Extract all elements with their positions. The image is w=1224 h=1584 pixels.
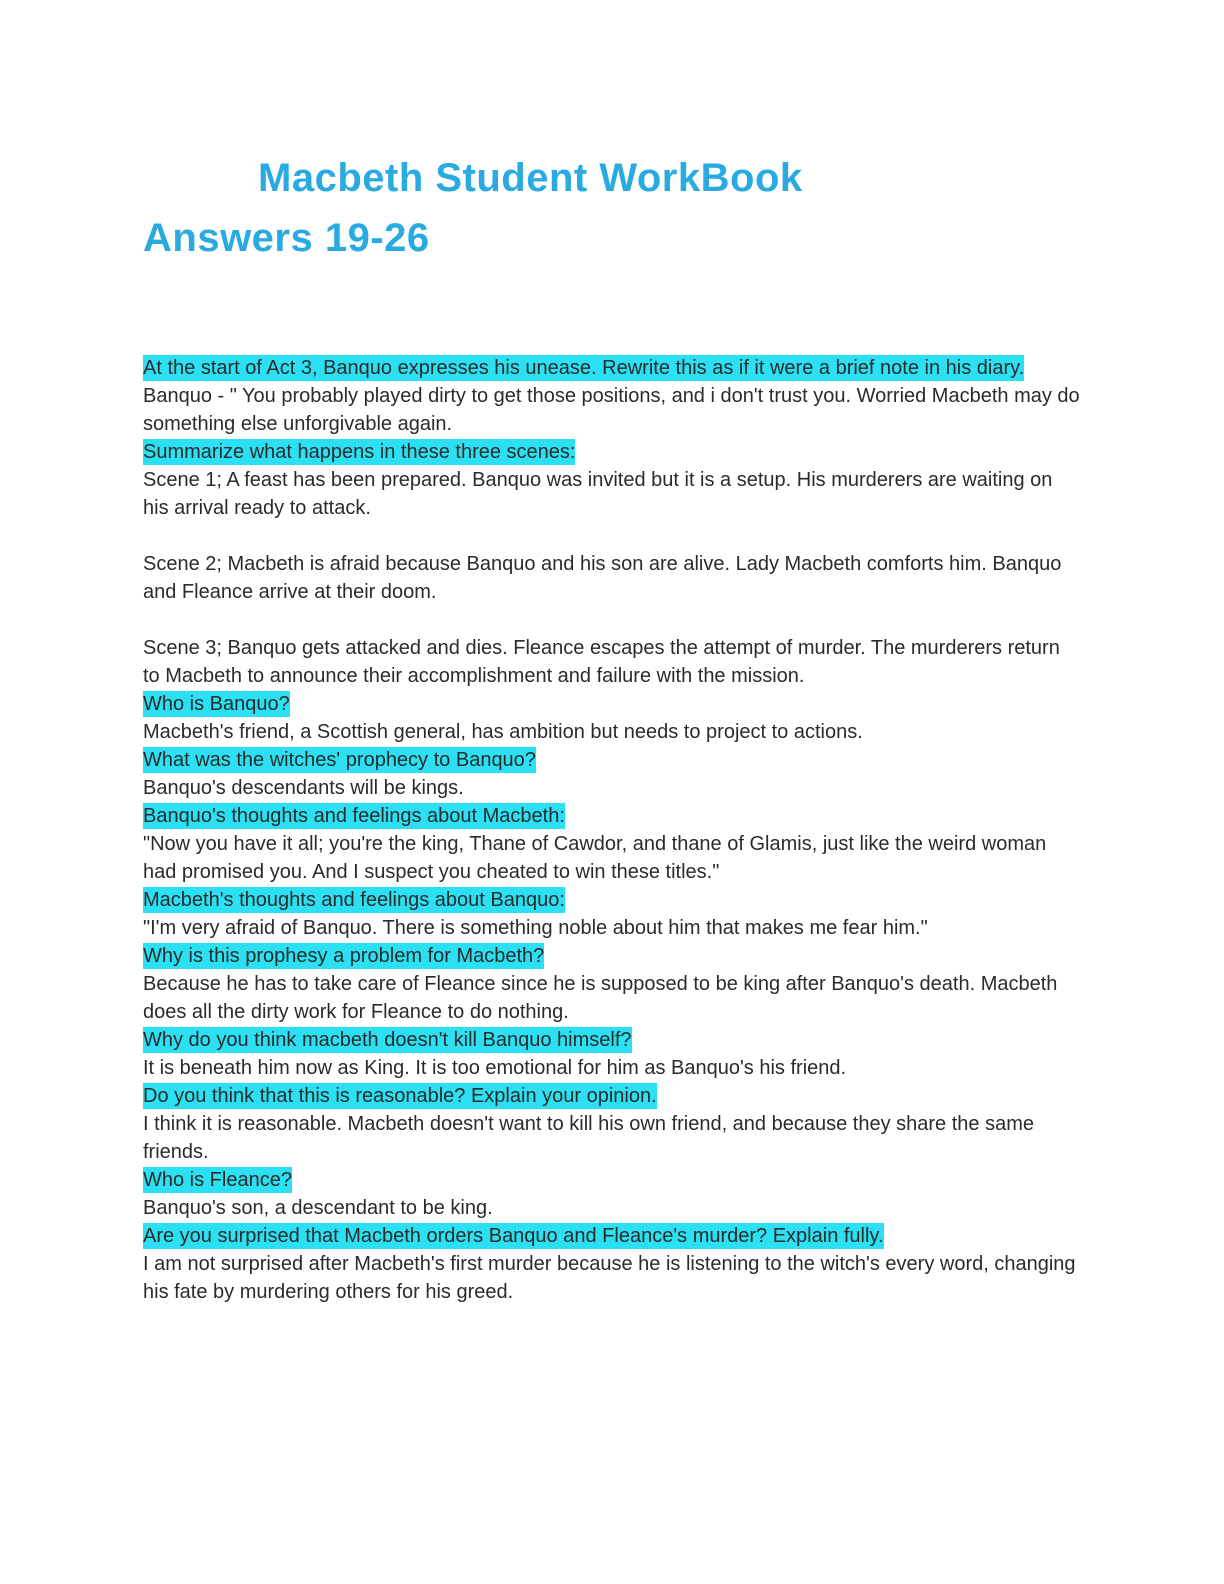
answer-line bbox=[143, 466, 1080, 522]
question-line bbox=[143, 438, 1080, 466]
question-text: At the start of Act 3, Banquo expresses his unease. Rewrite this as if it were a brief note in his diary. bbox=[143, 357, 1025, 379]
question-line bbox=[143, 1026, 1080, 1054]
answer-text: "Now you have it all; you're the king, Thane of Cawdor, and thane of Glamis, just like the weird woman had promised you. And I suspect you cheated to win these titles." bbox=[143, 833, 1047, 883]
answer-line bbox=[143, 914, 1080, 942]
question-text: Macbeth's thoughts and feelings about Banquo: bbox=[143, 889, 565, 911]
answer-line bbox=[143, 1194, 1080, 1222]
answer-line bbox=[143, 774, 1080, 802]
answer-text: Banquo - " You probably played dirty to get those positions, and i don't trust you. Worried Macbeth may do something else unforgivable again. bbox=[143, 385, 1080, 435]
answer-line bbox=[143, 634, 1080, 690]
question-text: Are you surprised that Macbeth orders Banquo and Fleance's murder? Explain fully. bbox=[143, 1225, 884, 1247]
answer-line bbox=[143, 1110, 1080, 1166]
answer-text: Scene 1; A feast has been prepared. Banquo was invited but it is a setup. His murderers are waiting on his arrival ready to attack. bbox=[143, 469, 1053, 519]
page-title-line1: Macbeth Student WorkBook bbox=[258, 156, 803, 200]
question-text: Why do you think macbeth doesn't kill Banquo himself? bbox=[143, 1029, 632, 1051]
question-text: What was the witches' prophecy to Banquo? bbox=[143, 749, 536, 771]
answer-text: "I'm very afraid of Banquo. There is something noble about him that makes me fear him." bbox=[143, 917, 928, 939]
question-line bbox=[143, 746, 1080, 774]
blank-line bbox=[143, 606, 1080, 634]
question-line bbox=[143, 886, 1080, 914]
question-line bbox=[143, 690, 1080, 718]
answer-text: I am not surprised after Macbeth's first murder because he is listening to the witch's every word, changing his fate by murdering others for his greed. bbox=[143, 1253, 1076, 1303]
answer-line bbox=[143, 830, 1080, 886]
answer-text: Scene 3; Banquo gets attacked and dies. Fleance escapes the attempt of murder. The murderers return to Macbeth to announce their accomplishment and failure with the mission. bbox=[143, 637, 1060, 687]
question-line bbox=[143, 942, 1080, 970]
answer-line bbox=[143, 970, 1080, 1026]
answer-line bbox=[143, 550, 1080, 606]
question-line bbox=[143, 1082, 1080, 1110]
answer-text: Banquo's descendants will be kings. bbox=[143, 777, 464, 799]
question-line bbox=[143, 802, 1080, 830]
question-line bbox=[143, 1166, 1080, 1194]
answer-line bbox=[143, 718, 1080, 746]
answer-text: Macbeth's friend, a Scottish general, has ambition but needs to project to actions. bbox=[143, 721, 863, 743]
question-text: Who is Banquo? bbox=[143, 693, 290, 715]
question-text: Who is Fleance? bbox=[143, 1169, 292, 1191]
answer-line bbox=[143, 1054, 1080, 1082]
answer-text: Scene 2; Macbeth is afraid because Banquo and his son are alive. Lady Macbeth comforts him. Banquo and Fleance arrive at their doom. bbox=[143, 553, 1062, 603]
answer-text: It is beneath him now as King. It is too emotional for him as Banquo's his friend. bbox=[143, 1057, 847, 1079]
question-line bbox=[143, 1222, 1080, 1250]
question-line bbox=[143, 354, 1080, 382]
answer-text: I think it is reasonable. Macbeth doesn't want to kill his own friend, and because they share the same friends. bbox=[143, 1113, 1034, 1163]
question-text: Do you think that this is reasonable? Explain your opinion. bbox=[143, 1085, 657, 1107]
blank-line bbox=[143, 522, 1080, 550]
question-text: Why is this prophesy a problem for Macbeth? bbox=[143, 945, 545, 967]
answer-text: Banquo's son, a descendant to be king. bbox=[143, 1197, 493, 1219]
question-text: Summarize what happens in these three scenes: bbox=[143, 441, 576, 463]
answer-text: Because he has to take care of Fleance since he is supposed to be king after Banquo's death. Macbeth does all the dirty work for Fleance to do nothing. bbox=[143, 973, 1058, 1023]
question-text: Banquo's thoughts and feelings about Macbeth: bbox=[143, 805, 565, 827]
document-body bbox=[143, 354, 1080, 1306]
page-title-line2: Answers 19-26 bbox=[143, 216, 430, 260]
answer-line bbox=[143, 382, 1080, 438]
page-title bbox=[143, 148, 1080, 268]
answer-line bbox=[143, 1250, 1080, 1306]
